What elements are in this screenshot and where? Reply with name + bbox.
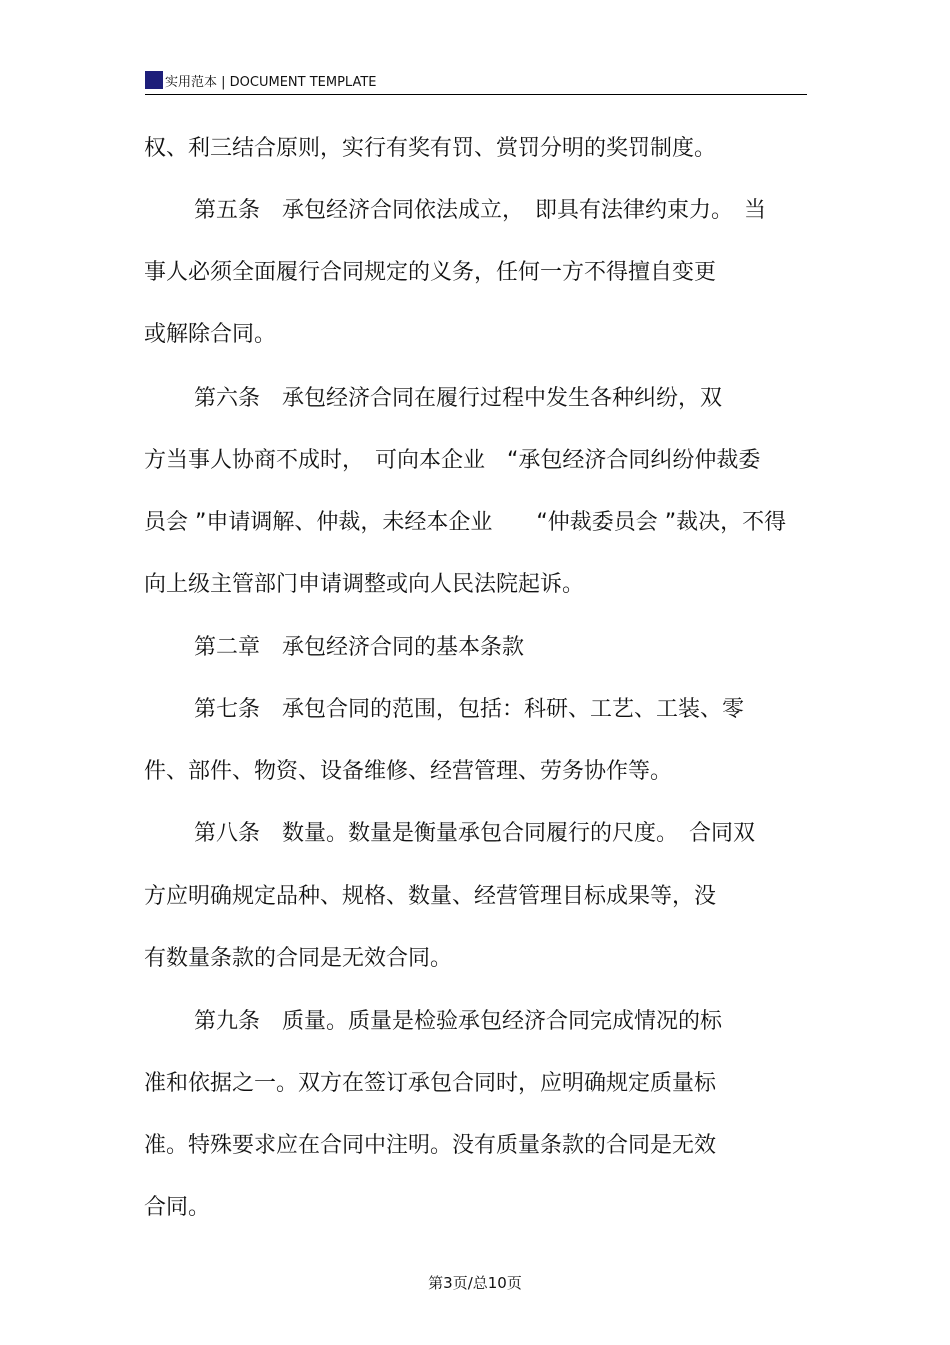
- text-line: 第五条 承包经济合同依法成立， 即具有法律约束力。 当: [194, 198, 767, 223]
- page-header: [145, 66, 807, 95]
- header-logo-icon: [145, 71, 163, 89]
- text-line: 向上级主管部门申请调整或向人民法院起诉。: [144, 572, 585, 597]
- page-number: 第3页/总10页: [428, 1274, 522, 1292]
- chapter-heading: 第二章 承包经济合同的基本条款: [194, 635, 525, 660]
- text-line: 方应明确规定品种、规格、数量、经营管理目标成果等，没: [144, 884, 717, 909]
- text-line: 事人必须全面履行合同规定的义务，任何一方不得擅自变更: [144, 260, 717, 285]
- text-line: 件、部件、物资、设备维修、经营管理、劳务协作等。: [144, 759, 673, 784]
- text-line: 权、利三结合原则，实行有奖有罚、赏罚分明的奖罚制度。: [144, 136, 717, 161]
- text-line: 或解除合同。: [144, 322, 277, 347]
- header-title: 实用范本 | DOCUMENT TEMPLATE: [165, 75, 377, 90]
- text-line: 方当事人协商不成时， 可向本企业 “承包经济合同纠纷仲裁委: [144, 448, 761, 473]
- text-line: 合同。: [144, 1195, 211, 1220]
- text-line: 第八条 数量。数量是衡量承包合同履行的尺度。 合同双: [194, 821, 756, 846]
- text-line: 有数量条款的合同是无效合同。: [144, 946, 453, 971]
- text-line: 准和依据之一。双方在签订承包合同时，应明确规定质量标: [144, 1071, 717, 1096]
- text-line: 第六条 承包经济合同在履行过程中发生各种纠纷，双: [194, 386, 723, 411]
- text-line: 第九条 质量。质量是检验承包经济合同完成情况的标: [194, 1009, 723, 1034]
- text-line: 员会 ”申请调解、仲裁，未经本企业 “仲裁委员会 ”裁决，不得: [144, 510, 787, 535]
- text-line: 第七条 承包合同的范围，包括：科研、工艺、工装、零: [194, 697, 745, 722]
- text-line: 准。特殊要求应在合同中注明。没有质量条款的合同是无效: [144, 1133, 717, 1158]
